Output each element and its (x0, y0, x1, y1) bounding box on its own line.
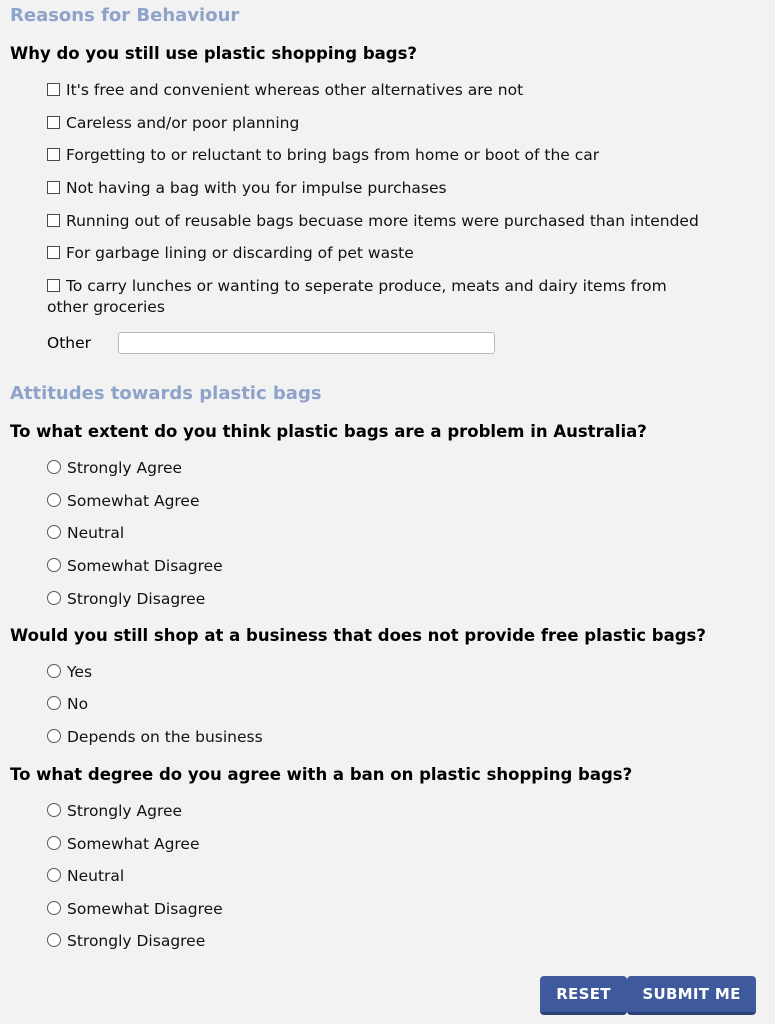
question-problem-in-australia: To what extent do you think plastic bags are a problem in Australia? (10, 422, 647, 441)
radio-option-strongly-agree[interactable] (47, 801, 747, 822)
checkbox-option-impulse-purchases[interactable] (47, 178, 747, 199)
checkbox-option-forgetting-bags[interactable] (47, 145, 747, 166)
radio-option-neutral[interactable] (47, 523, 747, 544)
radio-label: Somewhat Disagree (67, 557, 223, 575)
radio-option-somewhat-agree[interactable] (47, 834, 747, 855)
checkbox-label: Careless and/or poor planning (66, 114, 300, 132)
radio-label: Strongly Agree (67, 459, 183, 477)
radio-button[interactable] (47, 696, 61, 710)
checkbox-option-running-out[interactable] (47, 211, 747, 232)
checkbox-label: It's free and convenient whereas other alternatives are not (66, 81, 524, 99)
checkbox-option-careless-planning[interactable] (47, 113, 747, 134)
checkbox-label: To carry lunches or wanting to seperate produce, meats and dairy items from other groceries (47, 277, 667, 316)
radio-button[interactable] (47, 803, 61, 817)
radio-button[interactable] (47, 729, 61, 743)
checkbox-option-garbage-pet-waste[interactable] (47, 243, 747, 264)
radio-label: No (67, 695, 89, 713)
question-agree-with-ban: To what degree do you agree with a ban on plastic shopping bags? (10, 765, 633, 784)
radio-label: Somewhat Agree (67, 835, 200, 853)
submit-button[interactable]: SUBMIT ME (627, 976, 756, 1015)
radio-option-strongly-disagree[interactable] (47, 931, 747, 952)
radio-button[interactable] (47, 901, 61, 915)
radio-button[interactable] (47, 525, 61, 539)
radio-option-no[interactable] (47, 694, 747, 715)
checkbox-label: Not having a bag with you for impulse purchases (66, 179, 447, 197)
reset-button[interactable]: RESET (540, 976, 627, 1015)
checkbox[interactable] (47, 116, 60, 129)
radio-label: Somewhat Disagree (67, 900, 223, 918)
radio-button[interactable] (47, 868, 61, 882)
radio-button[interactable] (47, 591, 61, 605)
radio-option-somewhat-agree[interactable] (47, 491, 747, 512)
radio-label: Strongly Disagree (67, 590, 206, 608)
radio-label: Somewhat Agree (67, 492, 200, 510)
checkbox[interactable] (47, 148, 60, 161)
checkbox[interactable] (47, 279, 60, 292)
radio-button[interactable] (47, 664, 61, 678)
checkbox[interactable] (47, 214, 60, 227)
checkbox-label: Running out of reusable bags becuase more items were purchased than intended (66, 212, 699, 230)
radio-label: Yes (67, 663, 93, 681)
other-label: Other (47, 334, 92, 352)
checkbox[interactable] (47, 83, 60, 96)
radio-label: Strongly Disagree (67, 932, 206, 950)
radio-button[interactable] (47, 493, 61, 507)
question-shop-without-free-bags: Would you still shop at a business that does not provide free plastic bags? (10, 626, 706, 645)
checkbox[interactable] (47, 181, 60, 194)
radio-option-somewhat-disagree[interactable] (47, 899, 747, 920)
checkbox-label: Forgetting to or reluctant to bring bags from home or boot of the car (66, 146, 600, 164)
radio-button[interactable] (47, 836, 61, 850)
radio-button[interactable] (47, 460, 61, 474)
radio-option-strongly-agree[interactable] (47, 458, 747, 479)
checkbox-option-free-convenient[interactable] (47, 80, 747, 101)
radio-option-depends[interactable] (47, 727, 747, 748)
radio-label: Depends on the business (67, 728, 263, 746)
checkbox-label: For garbage lining or discarding of pet waste (66, 244, 414, 262)
radio-option-yes[interactable] (47, 662, 747, 683)
radio-option-neutral[interactable] (47, 866, 747, 887)
radio-label: Strongly Agree (67, 802, 183, 820)
other-input[interactable] (118, 332, 495, 354)
checkbox-option-carry-lunches[interactable] (47, 276, 707, 318)
radio-button[interactable] (47, 933, 61, 947)
question-plastic-bag-reasons: Why do you still use plastic shopping bags? (10, 44, 417, 63)
radio-option-strongly-disagree[interactable] (47, 589, 747, 610)
section-title-attitudes: Attitudes towards plastic bags (10, 383, 322, 404)
radio-label: Neutral (67, 867, 125, 885)
radio-option-somewhat-disagree[interactable] (47, 556, 747, 577)
section-title-reasons: Reasons for Behaviour (10, 5, 240, 26)
checkbox[interactable] (47, 246, 60, 259)
radio-label: Neutral (67, 524, 125, 542)
radio-button[interactable] (47, 558, 61, 572)
